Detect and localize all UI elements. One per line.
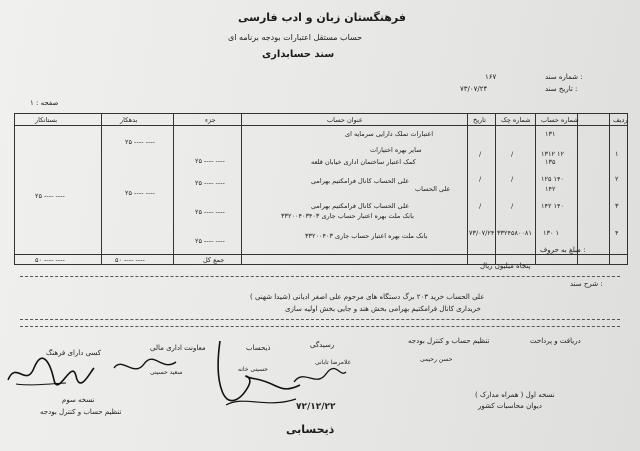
- table-cell: ۱۴۲: [545, 185, 556, 193]
- table-cell: /: [479, 175, 482, 183]
- table-cell: /: [479, 150, 482, 158]
- doc-subtitle: حساب مستقل اعتبارات بودجه برنامه ای: [228, 33, 363, 42]
- col-row: ردیف: [613, 116, 628, 124]
- col-account: شماره حساب: [541, 116, 579, 124]
- table-cell: ۲۵ ---- ----: [195, 179, 225, 187]
- stamp-date: ۷۲/۱۲/۲۲: [296, 402, 336, 412]
- second-dest: تنظیم حساب و کنترل بودجه: [40, 408, 122, 416]
- col-date: تاریخ: [473, 116, 486, 124]
- table-cell: ۲۵ ---- ----: [195, 237, 225, 245]
- sign-accounting-name: حسن رحیمی: [420, 356, 453, 363]
- col-credit: بستانکار: [35, 116, 58, 124]
- table-cell: سایر بهره اختیارات: [370, 146, 422, 154]
- total-credit: ۵۰ ---- ----: [35, 256, 65, 264]
- table-cell: بانک ملت بهره اعتبار حساب جاری ۳۳۲۰۰۴۰۳: [305, 232, 428, 240]
- signature-scribble-review: [290, 364, 350, 390]
- doc-date-value: ۷۳/۰۷/۲۴: [460, 85, 488, 93]
- org-title: فرهنگستان زبان و ادب فارسی: [238, 11, 406, 24]
- table-cell: ۱۳۰ ۱: [543, 229, 560, 237]
- copy-note: نسخه اول ( همراه مدارک ): [475, 391, 555, 399]
- table-cell: ۷۳/۰۷/۲۴: [469, 229, 495, 237]
- col-debit: بدهکار: [120, 116, 138, 124]
- col-check: شماره چک: [501, 116, 531, 124]
- table-cell: ۱: [615, 150, 619, 158]
- doc-number-label: شماره سند :: [545, 73, 583, 81]
- table-cell: ۱۳۱: [545, 130, 556, 138]
- table-cell: اعتبارات تملک دارایی سرمایه ای: [345, 130, 434, 138]
- signature-scribble-left: [6, 350, 96, 390]
- second-note: نسخه سوم: [62, 396, 95, 404]
- divider: [20, 276, 620, 277]
- table-cell: علی الحساب: [415, 185, 451, 193]
- table-cell: علی الحساب کانال فرامکتیم بهرامی: [311, 177, 410, 185]
- sign-head-label: کسی دارای فرهنگ: [46, 349, 102, 357]
- amount-words-label: مبلغ به حروف :: [540, 246, 586, 254]
- table-cell: /: [479, 202, 482, 210]
- doc-title: سند حسابداری: [262, 49, 335, 60]
- sign-accounting-label: تنظیم حساب و کنترل بودجه: [408, 337, 490, 345]
- table-cell: ۱۳۱۲ ۱۲: [541, 150, 565, 158]
- sign-head-name: سعید حسینی: [150, 369, 183, 376]
- doc-number-value: ۱۶۷: [485, 73, 497, 81]
- description-line2: خریداری کانال فرامکتیم بهرامی بخش هند و جایی بخش اولیه سازی: [285, 305, 481, 313]
- table-cell: ۲: [615, 175, 619, 183]
- doc-date-label: تاریخ سند :: [545, 85, 578, 93]
- page-label: صفحه : ۱: [30, 99, 59, 107]
- table-cell: ۱۳۵: [545, 158, 556, 166]
- col-partial: جزء: [205, 116, 216, 124]
- ledger-table: [14, 113, 628, 265]
- bottom-title: ذیحسابی: [286, 423, 335, 436]
- sign-treasurer-label: ذیحساب: [246, 344, 271, 352]
- table-cell: بانک ملت بهره اعتبار حساب جاری ۳۳۲۰۰۴۰۳۴۰۳: [281, 212, 414, 220]
- table-cell: /: [511, 150, 514, 158]
- table-cell: علی الحساب کانال فرامکتیم بهرامی: [311, 202, 410, 210]
- table-cell: ۲۵ ---- ----: [35, 192, 65, 200]
- table-cell: ۴: [615, 229, 619, 237]
- table-cell: کمک اعتبار ساختمان اداری خیابان قلعه: [311, 158, 416, 166]
- description-label: شرح سند :: [570, 280, 603, 288]
- table-cell: ۲۵ ---- ----: [125, 138, 155, 146]
- col-title: عنوان حساب: [327, 116, 363, 124]
- sign-review-name: غلامرضا تابانی: [315, 359, 351, 366]
- amount-words-value: پنجاه میلیون ریال: [480, 262, 531, 270]
- sign-received-label: دریافت و پرداخت: [530, 337, 581, 345]
- signature-scribble-middle: [110, 352, 183, 382]
- sign-treasurer-name: حسینی خانه: [238, 366, 269, 373]
- sign-deputy-label: معاونت اداری مالی: [150, 344, 206, 352]
- table-cell: ۲۵ ---- ----: [125, 189, 155, 197]
- table-cell: /: [511, 175, 514, 183]
- sign-review-label: رسیدگی: [310, 341, 335, 349]
- table-cell: ۲۵ ---- ----: [195, 157, 225, 165]
- description-line1: علی الحساب خرید ۲۰۳ برگ دستگاه های مرحوم علی اصغر ادیانی (شیدا شهنی ): [250, 293, 485, 301]
- table-cell: ۳: [615, 202, 619, 210]
- total-debit: ۵۰ ---- ----: [115, 256, 145, 264]
- divider: [20, 326, 620, 327]
- divider: [20, 319, 620, 320]
- table-cell: ۱۴۲ ۱۴۰: [541, 202, 565, 210]
- table-cell: /: [511, 202, 514, 210]
- table-cell: ۳۳۲۴۵۸۰۰۸۱: [497, 229, 532, 237]
- copy-dest: دیوان محاسبات کشور: [478, 402, 542, 410]
- total-label: جمع کل: [203, 256, 225, 264]
- table-cell: ۲۵ ---- ----: [195, 208, 225, 216]
- table-cell: ۱۲۵ ۱۴۰: [541, 175, 565, 183]
